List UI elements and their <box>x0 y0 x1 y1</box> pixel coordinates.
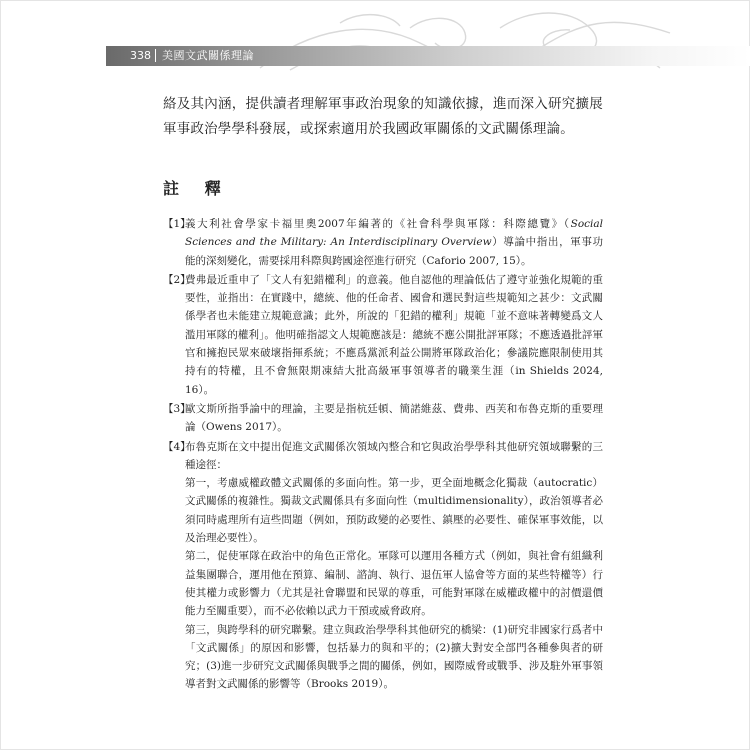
section-title-notes: 註 釋 <box>163 179 231 198</box>
note-text-part: ）導論中指出，軍事功能的深刻變化，需要採用科際與跨國途徑進行研究（Caforio 2007, 15）。 <box>185 236 603 267</box>
note-marker: 【1】 <box>163 218 191 230</box>
body-paragraph: 絡及其內涵，提供讀者理解軍事政治現象的知識依據，進而深入研究擴展軍事政治學學科發展，或探索適用於我國政軍關係的文武關係理論。 <box>163 96 603 137</box>
notes-list <box>163 215 603 695</box>
note-item-4 <box>163 438 603 694</box>
ornament-flourish <box>250 8 680 78</box>
header-divider <box>155 49 156 62</box>
note-item-3 <box>163 400 603 437</box>
note-subparagraph-1: 第一，考慮威權政體文武關係的多面向性。第一步，更全面地概念化獨裁（autocratic）文武關係的複雜性。獨裁文武關係具有多面向性（multidimensionality），政治領導者必須同時處理所有這些問題（例如，預防政變的必要性、鎮壓的必要性、確保軍事效能，以及治理必要性）。 <box>185 477 603 545</box>
running-title: 美國文武關係理論 <box>162 49 254 62</box>
note-text: 歐文斯所指爭論中的理論，主要是指杭廷頓、簡諾維茲、費弗、西芙和布魯克斯的重要理論（Owens 2017）。 <box>185 402 603 434</box>
note-subparagraph-2: 第二，促使軍隊在政治中的角色正常化。軍隊可以運用各種方式（例如，與社會有組織利益集團聯合，運用他在預算、編制、諮詢、執行、退伍軍人協會等方面的某些特權等）行使其權力或影響力（尤其是社會聯盟和民眾的尊重，可能對軍隊在威權政權中的討價還價能力至關重要），而不必依賴以武力干預或威脅政府。 <box>185 550 603 618</box>
note-marker: 【3】 <box>163 402 191 415</box>
note-text: 費弗最近重申了「文人有犯錯權利」的意義。他自認他的理論低估了遵守並強化規範的重要性，並指出：在實踐中，總統、他的任命者、國會和選民對這些規範知之甚少：文武關係學者也未能建立規範意識；此外，所說的「犯錯的權利」規範「並不意味著轉變爲文人濫用軍隊的權利」。他明確指認文人規範應該是：總統不應公開批評軍隊；不應透過批評軍官和擁抱民眾來破壞指揮系統；不應爲黨派利益公開將軍隊政治化；參議院應限制使用其持有的特權，且不會無限期凍結大批高級軍事領導者的職業生涯（in Shields 2024, 16）。 <box>185 273 603 396</box>
book-title-english: Social Sciences and the Military: An Interdisciplinary Overview <box>185 218 603 249</box>
note-text: 布魯克斯在文中提出促進文武關係次領域內整合和它與政治學學科其他研究領域聯繫的三種途徑： <box>185 440 603 471</box>
note-item-2 <box>163 271 603 399</box>
note-marker: 【4】 <box>163 440 191 453</box>
note-text-part: 義大利社會學家卡福里奧2007年編著的《社會科學與軍隊：科際總覽》（ <box>185 218 571 230</box>
note-subparagraph-3: 第三，與跨學科的研究聯繫。建立與政治學學科其他研究的橋梁：(1)研究非國家行爲者中「文武關係」的原因和影響，包括暴力的與和平的；(2)擴大對安全部門各種參與者的研究；(3)進一步研究文武關係與戰爭之間的關係，例如，國際威脅或戰爭、涉及駐外軍事領導者對文武關係的影響等（Brooks 2019）。 <box>185 623 603 691</box>
page-number: 338 <box>130 49 151 62</box>
note-item-1 <box>163 215 603 270</box>
note-text <box>185 215 603 270</box>
note-marker: 【2】 <box>163 273 191 286</box>
